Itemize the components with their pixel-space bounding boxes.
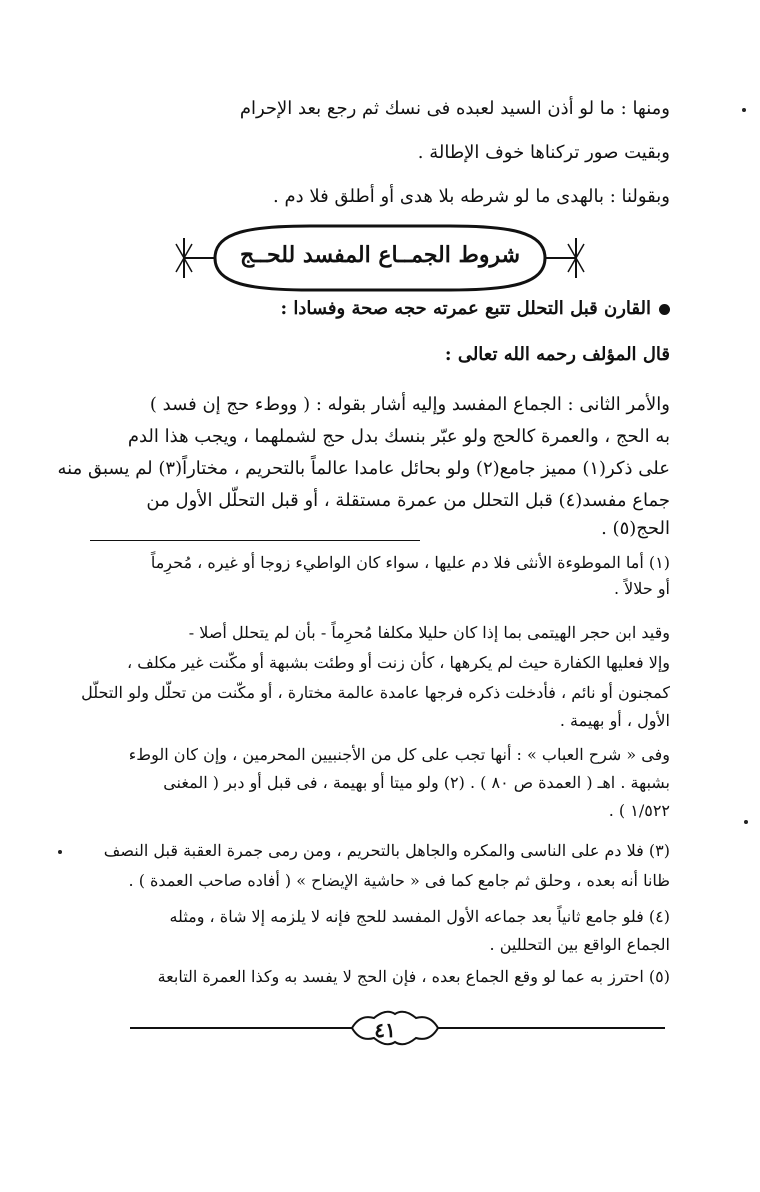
footnote-1c-line-2: بشبهة . اهـ ( العمدة ص ٨٠ ) . (٢) ولو ميتا أو بهيمة ، فى قبل أو دبر ( المغنى [163, 773, 670, 792]
intro-line-1: ومنها : ما لو أذن السيد لعبده فى نسك ثم رجع بعد الإحرام [239, 98, 670, 119]
author-says: قال المؤلف رحمه الله تعالى : [444, 344, 670, 365]
footnote-1-line-1: (١) أما الموطوءة الأنثى فلا دم عليها ، سواء كان الواطيء زوجا أو غيره ، مُحرِماً [150, 553, 670, 572]
scan-mark [744, 820, 748, 824]
footnote-1b-line-2: وإلا فعليها الكفارة حيث لم يكرهها ، كأن زنت أو وطئت بشبهة أو مكّنت غير مكلف ، [127, 653, 670, 672]
main-text-line-4: جماع مفسد(٤) قبل التحلل من عمرة مستقلة ، أو قبل التحلّل الأول من [146, 490, 670, 511]
intro-line-3: وبقولنا : بالهدى ما لو شرطه بلا هدى أو أطلق فلا دم . [273, 186, 670, 207]
main-text-line-3: على ذكر(١) مميز جامع(٢) ولو بحائل عامدا عالماً بالتحريم ، مختاراً(٣) لم يسبق منه [57, 458, 670, 479]
footnote-1-line-2: أو حلالاً . [614, 579, 670, 598]
intro-line-2: وبقيت صور تركناها خوف الإطالة . [417, 142, 670, 163]
footnote-4-line-2: الجماع الواقع بين التحللين . [489, 935, 670, 954]
footnote-1b-line-4: الأول ، أو بهيمة . [559, 711, 670, 730]
page-number: ٤١ [374, 1018, 396, 1042]
rule-heading: القارن قبل التحلل تتبع عمرته حجه صحة وفسادا : [280, 298, 651, 319]
footnote-3-line-2: ظانا أنه بعده ، وحلق ثم جامع كما فى « حاشية الإيضاح » ( أفاده صاحب العمدة ) . [128, 871, 670, 890]
footnote-5-line-1: (٥) احترز به عما لو وقع الجماع بعده ، فإن الحج لا يفسد به وكذا العمرة التابعة [157, 967, 670, 986]
main-text-line-1: والأمر الثانى : الجماع المفسد وإليه أشار بقوله : ( ووطء حج إن فسد ) [149, 394, 670, 415]
rule-heading-row [90, 296, 670, 322]
bullet-icon [659, 304, 670, 315]
footnote-3-line-1: (٣) فلا دم على الناسى والمكره والجاهل بالتحريم ، ومن رمى جمرة العقبة قبل النصف [103, 841, 670, 860]
section-title: شروط الجمــاع المفسد للحــج [239, 242, 521, 268]
footnote-1b-line-3: كمجنون أو نائم ، فأدخلت ذكره فرجها عامدة عالمة مختارة ، أو مكّنت من تحلّل ولو التحلّل [81, 683, 670, 702]
main-text-line-2: به الحج ، والعمرة كالحج ولو عبّر بنسك بدل حج لشملهما ، ويجب هذا الدم [127, 426, 670, 447]
footnote-1c-line-3: ١/٥٢٢ ) . [608, 801, 670, 820]
scan-mark [58, 850, 62, 854]
footnote-1c-line-1: وفى « شرح العباب » : أنها تجب على كل من الأجنبيين المحرمين ، وإن كان الوطء [128, 745, 670, 764]
footnote-separator [90, 540, 420, 541]
footnote-4-line-1: (٤) فلو جامع ثانياً بعد جماعه الأول المفسد للحج فإنه لا يلزمه إلا شاة ، ومثله [169, 907, 670, 926]
scan-mark [742, 108, 746, 112]
footnote-1b-line-1: وقيد ابن حجر الهيتمى بما إذا كان حليلا مكلفا مُحرِماً - بأن لم يتحلل أصلا - [188, 623, 670, 642]
main-text-line-5: الحج(٥) . [601, 518, 670, 539]
